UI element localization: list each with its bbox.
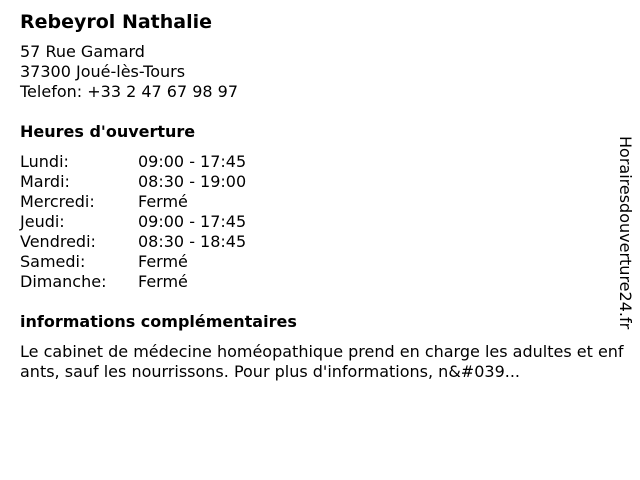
day-label: Mercredi: (20, 192, 95, 211)
postal-city: 37300 Joué-lès-Tours (20, 62, 186, 81)
hours-row-sunday (20, 272, 632, 292)
hours-row-monday (20, 152, 632, 172)
day-hours: 08:30 - 19:00 (138, 172, 247, 191)
day-label: Samedi: (20, 252, 86, 271)
day-hours: Fermé (138, 192, 188, 211)
hours-row-friday (20, 232, 632, 252)
site-watermark: Horairesdouverture24.fr (616, 136, 635, 330)
opening-hours-table (20, 152, 632, 292)
day-label: Mardi: (20, 172, 70, 191)
business-name: Rebeyrol Nathalie (20, 11, 213, 33)
day-label: Lundi: (20, 152, 69, 171)
day-hours: Fermé (138, 272, 188, 291)
day-hours: Fermé (138, 252, 188, 271)
day-hours: 08:30 - 18:45 (138, 232, 247, 251)
day-hours: 09:00 - 17:45 (138, 212, 247, 231)
additional-info-heading: informations complémentaires (20, 312, 297, 331)
opening-hours-heading: Heures d'ouverture (20, 122, 196, 141)
street-address: 57 Rue Gamard (20, 42, 145, 61)
hours-row-wednesday (20, 192, 632, 212)
listing-card (20, 10, 632, 382)
day-label: Vendredi: (20, 232, 96, 251)
phone-number: Telefon: +33 2 47 67 98 97 (20, 82, 239, 101)
day-label: Jeudi: (20, 212, 65, 231)
day-label: Dimanche: (20, 272, 107, 291)
day-hours: 09:00 - 17:45 (138, 152, 247, 171)
hours-row-thursday (20, 212, 632, 232)
additional-info-text: Le cabinet de médecine homéopathique prend en charge les adultes et enfants, sauf les nourrissons. Pour plus d'informations, n&#039... (20, 342, 624, 381)
hours-row-tuesday (20, 172, 632, 192)
hours-row-saturday (20, 252, 632, 272)
address-block (20, 42, 632, 102)
